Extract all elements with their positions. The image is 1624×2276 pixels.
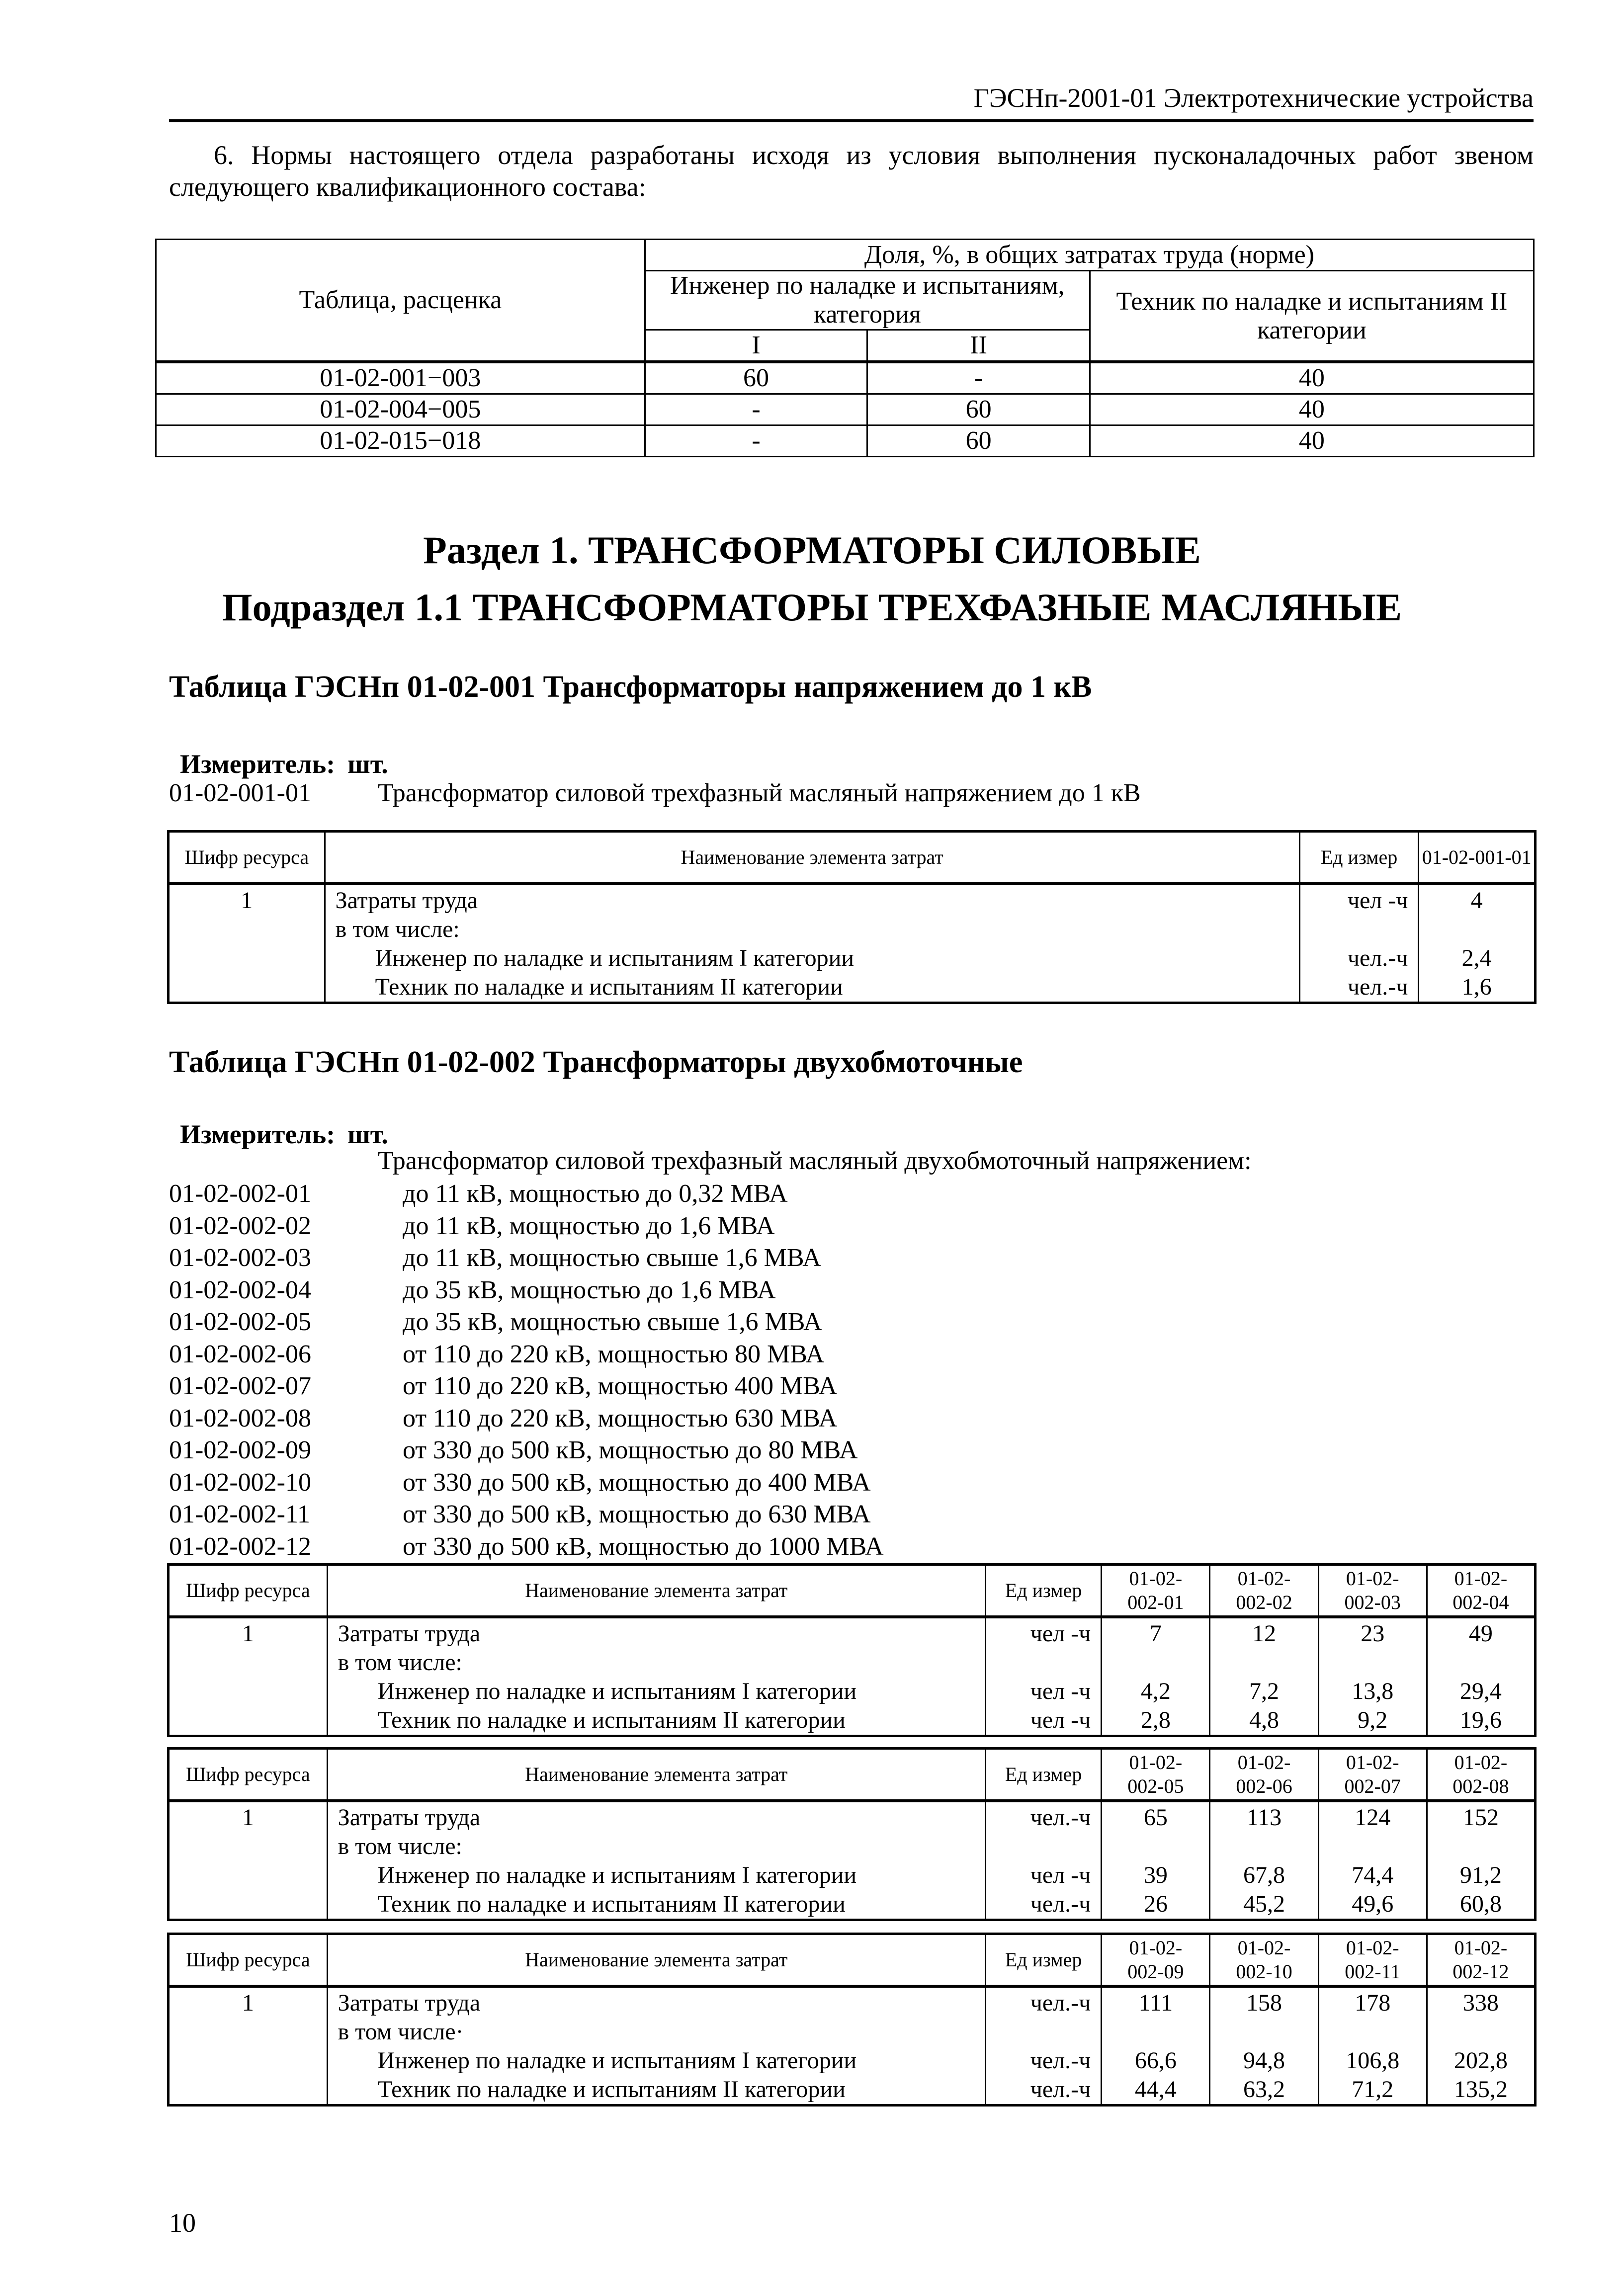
column-code: 01-02-001-01 (1419, 832, 1536, 884)
col-header-eng-ii: II (867, 330, 1090, 362)
table-002-measure: Измеритель: шт. (180, 1119, 388, 1149)
table-002-item-list (169, 1178, 884, 1563)
table-001-resources: Шифр ресурса Наименование элемента затрат Ед измер 01-02-001-01 1 Затраты труда в том числе: Инженер по наладке и испытаниям I категории Техник по наладке и испытаниям II категории чел -ч чел.-ч чел.-ч 4 2,4 1,6 (167, 830, 1537, 1004)
list-item: 01-02-002-01 до 11 кВ, мощностью до 0,32 МВА (169, 1180, 788, 1208)
list-item: 01-02-002-12 от 330 до 500 кВ, мощностью до 1000 МВА (169, 1532, 884, 1561)
table-row: 01-02-015−018 - 60 40 (156, 425, 1534, 457)
list-item: 01-02-002-10 от 330 до 500 кВ, мощностью до 400 МВА (169, 1468, 871, 1497)
qualification-share-table (155, 239, 1535, 457)
table-row: 1 Затраты труда в том числе· Инженер по наладке и испытаниям I категории Техник по наладке и испытаниям II категории чел.-ч чел.-ч чел.-ч 111 66,6 44,4 158 94,8 63,2 178 106,8 71,2 338 202,8 135,2 (169, 1986, 1536, 2106)
table-001-item: 01-02-001-01 Трансформатор силовой трехфазный масляный напряжением до 1 кВ (169, 779, 1141, 807)
table-row: 01-02-001−003 60 - 40 (156, 362, 1534, 394)
table-row: 1 Затраты труда в том числе: Инженер по наладке и испытаниям I категории Техник по наладке и испытаниям II категории чел -ч чел -ч чел -ч 7 4,2 2,8 12 7,2 4,8 23 13,8 9,2 49 29,4 19,6 (169, 1617, 1536, 1736)
intro-line-2: следующего квалификационного состава: (169, 172, 646, 202)
table-002-block-3: Шифр ресурса Наименование элемента затрат Ед измер 01-02- 002-09 01-02- 002-10 01-02- 002-11 01-02- 002-12 1 Затраты труда в том числе· Инженер по наладке и испытаниям I категории Техник по наладке и испытаниям II категории чел.-ч чел.-ч чел.-ч 111 66,6 44,4 158 94,8 63,2 178 106,8 71,2 338 202,8 135,2 (167, 1933, 1537, 2107)
col-header-table: Таблица, расценка (156, 240, 645, 362)
intro-line-1: 6. Нормы настоящего отдела разработаны исходя из условия выполнения пусконаладочных работ звеном (214, 140, 1534, 170)
col-header-share: Доля, %, в общих затратах труда (норме) (645, 240, 1534, 271)
col-header-eng-i: I (645, 330, 867, 362)
col-header-engineer: Инженер по наладке и испытаниям, категория (645, 271, 1090, 330)
table-002-intro: Трансформатор силовой трехфазный масляный двухобмоточный напряжением: (378, 1147, 1252, 1175)
table-002-block-2: Шифр ресурса Наименование элемента затрат Ед измер 01-02- 002-05 01-02- 002-06 01-02- 002-07 01-02- 002-08 1 Затраты труда в том числе: Инженер по наладке и испытаниям I категории Техник по наладке и испытаниям II категории чел.-ч чел -ч чел.-ч 65 39 26 113 67,8 45,2 124 74,4 49,6 152 91,2 60,8 (167, 1747, 1537, 1921)
list-item: 01-02-002-03 до 11 кВ, мощностью свыше 1,6 МВА (169, 1244, 821, 1272)
col-header-technician: Техник по наладке и испытаниям II категории (1090, 271, 1534, 362)
section-title: Раздел 1. ТРАНСФОРМАТОРЫ СИЛОВЫЕ (423, 528, 1201, 572)
list-item: 01-02-002-11 от 330 до 500 кВ, мощностью до 630 МВА (169, 1500, 871, 1528)
list-item: 01-02-002-08 от 110 до 220 кВ, мощностью 630 МВА (169, 1404, 838, 1433)
table-002-block-1: Шифр ресурса Наименование элемента затрат Ед измер 01-02- 002-01 01-02- 002-02 01-02- 002-03 01-02- 002-04 1 Затраты труда в том числе: Инженер по наладке и испытаниям I категории Техник по наладке и испытаниям II категории чел -ч чел -ч чел -ч 7 4,2 2,8 12 7,2 4,8 23 13,8 9,2 49 29,4 19,6 (167, 1563, 1537, 1737)
subsection-title: Подраздел 1.1 ТРАНСФОРМАТОРЫ ТРЕХФАЗНЫЕ МАСЛЯНЫЕ (222, 586, 1402, 629)
list-item: 01-02-002-05 до 35 кВ, мощностью свыше 1,6 МВА (169, 1308, 822, 1336)
list-item: 01-02-002-07 от 110 до 220 кВ, мощностью 400 МВА (169, 1372, 838, 1400)
page-number: 10 (169, 2208, 196, 2238)
table-002-caption: Таблица ГЭСНп 01-02-002 Трансформаторы двухобмоточные (169, 1045, 1023, 1079)
table-001-measure: Измеритель: шт. (180, 749, 388, 779)
running-header: ГЭСНп-2001-01 Электротехнические устройства (169, 82, 1534, 122)
table-001-caption: Таблица ГЭСНп 01-02-001 Трансформаторы напряжением до 1 кВ (169, 670, 1092, 704)
list-item: 01-02-002-04 до 35 кВ, мощностью до 1,6 МВА (169, 1275, 776, 1304)
table-row: 1 Затраты труда в том числе: Инженер по наладке и испытаниям I категории Техник по наладке и испытаниям II категории чел -ч чел.-ч чел.-ч 4 2,4 1,6 (169, 884, 1536, 1003)
table-row: 01-02-004−005 - 60 40 (156, 394, 1534, 425)
table-row: 1 Затраты труда в том числе: Инженер по наладке и испытаниям I категории Техник по наладке и испытаниям II категории чел.-ч чел -ч чел.-ч 65 39 26 113 67,8 45,2 124 74,4 49,6 152 91,2 60,8 (169, 1801, 1536, 1920)
list-item: 01-02-002-09 от 330 до 500 кВ, мощностью до 80 МВА (169, 1436, 858, 1464)
list-item: 01-02-002-06 от 110 до 220 кВ, мощностью 80 МВА (169, 1340, 825, 1368)
list-item: 01-02-002-02 до 11 кВ, мощностью до 1,6 МВА (169, 1211, 775, 1240)
intro-paragraph (169, 139, 1534, 203)
